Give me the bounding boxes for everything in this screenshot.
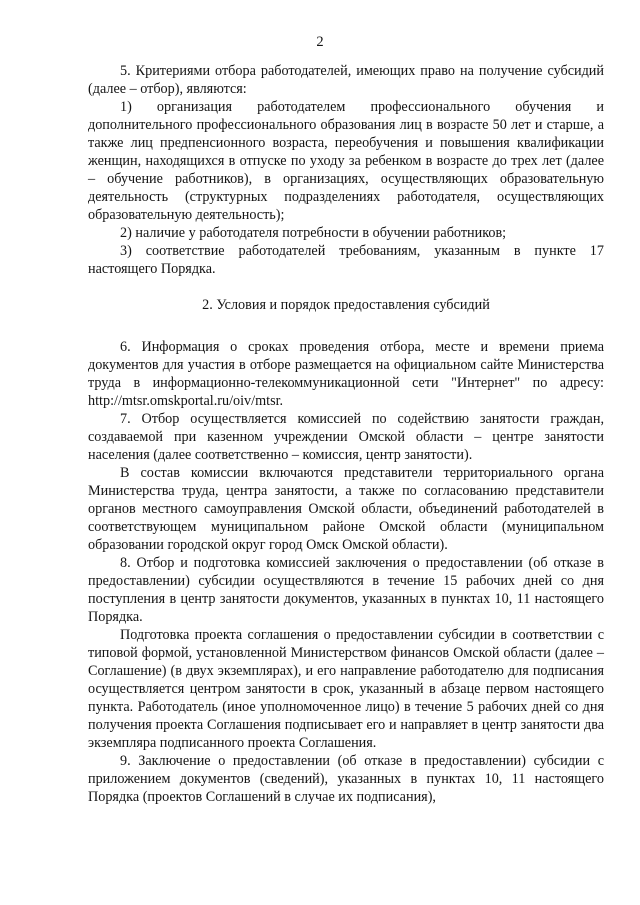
paragraph-8: 8. Отбор и подготовка комиссией заключения о предоставлении (об отказе в предоставлении) субсидии осуществляются в течение 15 рабочих дней со дня поступления в центр занятости документов, указанных в пунктах 10, 11 настоящего Порядка. <box>88 555 604 625</box>
paragraph-8-agreement: Подготовка проекта соглашения о предоставлении субсидии в соответствии с типовой формой, установленной Министерством финансов Омской области (далее – Соглашение) (в двух экземплярах), и его направление работодателю для подписания осуществляется центром занятости в срок, указанный в абзаце первом настоящего пункта. Работодатель (иное уполномоченное лицо) в течение 5 рабочих дней со дня получения проекта Соглашения подписывает его и направляет в центр занятости два экземпляра подписанного проекта Соглашения. <box>88 627 604 751</box>
paragraph-6: 6. Информация о сроках проведения отбора, месте и времени приема документов для участия в отборе размещается на официальном сайте Министерства труда в информационно-телекоммуникационной сети "Интернет" по адресу: http://mtsr.omskportal.ru/oiv/mtsr. <box>88 339 604 409</box>
document-body <box>88 62 604 806</box>
paragraph-criterion-1: 1) организация работодателем профессионального обучения и дополнительного профессионального образования лиц в возрасте 50 лет и старше, а также лиц предпенсионного возраста, переобучения и повышения квалификации женщин, находящихся в отпуске по уходу за ребенком в возрасте до трех лет (далее – обучение работников), в организациях, осуществляющих образовательную деятельность (структурных подразделениях работодателя, осуществляющих образовательную деятельность); <box>88 99 604 223</box>
paragraph-9: 9. Заключение о предоставлении (об отказе в предоставлении) субсидии с приложением документов (сведений), указанных в пунктах 10, 11 настоящего Порядка (проектов Соглашений в случае их подписания), <box>88 753 604 805</box>
paragraph-7: 7. Отбор осуществляется комиссией по содействию занятости граждан, создаваемой при казенном учреждении Омской области – центре занятости населения (далее соответственно – комиссия, центр занятости). <box>88 411 604 463</box>
paragraph-criterion-2: 2) наличие у работодателя потребности в обучении работников; <box>120 225 507 241</box>
section-title: 2. Условия и порядок предоставления субсидий <box>202 297 490 313</box>
paragraph-7-composition: В состав комиссии включаются представители территориального органа Министерства труда, центра занятости, а также по согласованию представители органов местного самоуправления Омской области, объединений работодателей в соответствующем муниципальном районе Омской области (муниципальном образовании городской округ город Омск Омской области). <box>88 465 604 553</box>
page-number: 2 <box>316 34 324 50</box>
paragraph-criterion-3: 3) соответствие работодателей требованиям, указанным в пункте 17 настоящего Порядка. <box>88 243 604 277</box>
paragraph-criteria: 5. Критериями отбора работодателей, имеющих право на получение субсидий (далее – отбор), являются: <box>88 63 604 97</box>
